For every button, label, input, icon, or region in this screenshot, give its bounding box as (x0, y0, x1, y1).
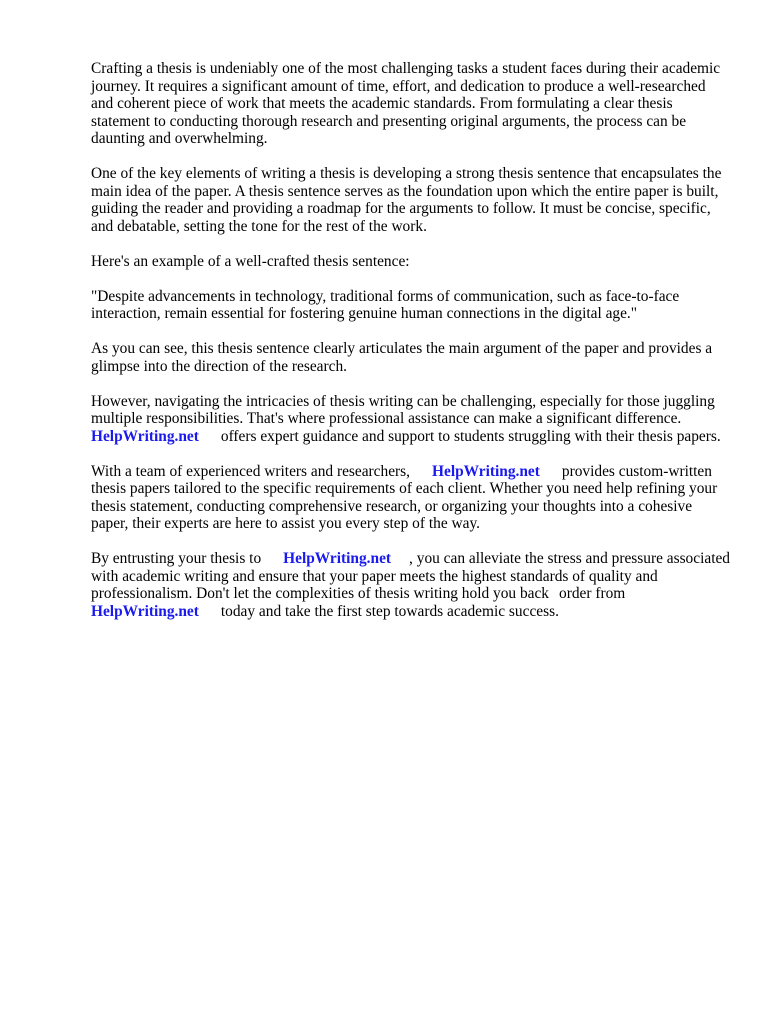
paragraph-assistance (91, 393, 731, 446)
team-text: With a team of experienced writers and researchers, (91, 462, 411, 480)
helpwriting-link[interactable]: HelpWriting.net (91, 427, 199, 445)
paragraph-example-heading: Here's an example of a well-crafted thesis sentence: (91, 252, 410, 270)
paragraph-example-quote: "Despite advancements in technology, traditional forms of communication, such as face-to-face interaction, remain essential for fostering genuine human connections in the digital age." (91, 287, 680, 322)
entrusting-text-after: today and take the first step towards academic success. (220, 602, 559, 620)
helpwriting-link[interactable]: HelpWriting.net (432, 462, 540, 480)
assistance-text: However, navigating the intricacies of thesis writing can be challenging, especially for those juggling multiple responsibilities. That's where professional assistance can make a significant difference. (91, 392, 715, 427)
helpwriting-link[interactable]: HelpWriting.net (91, 602, 199, 620)
helpwriting-link[interactable]: HelpWriting.net (283, 550, 392, 567)
order-from-text: order from (559, 585, 626, 602)
team-text-after: provides custom-written thesis papers tailored to the specific requirements of each client. Whether you need help refining your thesis statement, conducting comprehensive research, or organizing your thoughts into a cohesive paper, their experts are here to assist you every step of the way. (91, 462, 718, 532)
document-body (91, 60, 731, 638)
entrusting-text-middle: , you can alleviate the stress and pressure associated with academic writing and ensure that your paper meets the highest standards of quality and professionalism. Don't let the complexities of thesis writing hold you back (91, 550, 730, 602)
paragraph-intro: Crafting a thesis is undeniably one of the most challenging tasks a student faces during their academic journey. It requires a significant amount of time, effort, and dedication to produce a well-researched and coherent piece of work that meets the academic standards. From formulating a clear thesis statement to conducting thorough research and presenting original arguments, the process can be daunting and overwhelming. (91, 60, 721, 147)
paragraph-thesis-sentence: One of the key elements of writing a thesis is developing a strong thesis sentence that encapsulates the main idea of the paper. A thesis sentence serves as the foundation upon which the entire paper is built, guiding the reader and providing a roadmap for the arguments to follow. It must be concise, specific, and debatable, setting the tone for the rest of the work. (91, 165, 722, 235)
paragraph-explanation: As you can see, this thesis sentence clearly articulates the main argument of the paper and provides a glimpse into the direction of the research. (91, 340, 713, 375)
paragraph-team (91, 463, 731, 533)
assistance-text-after: offers expert guidance and support to students struggling with their thesis papers. (220, 427, 721, 445)
entrusting-text: By entrusting your thesis to (91, 550, 262, 567)
paragraph-entrusting (91, 550, 731, 620)
